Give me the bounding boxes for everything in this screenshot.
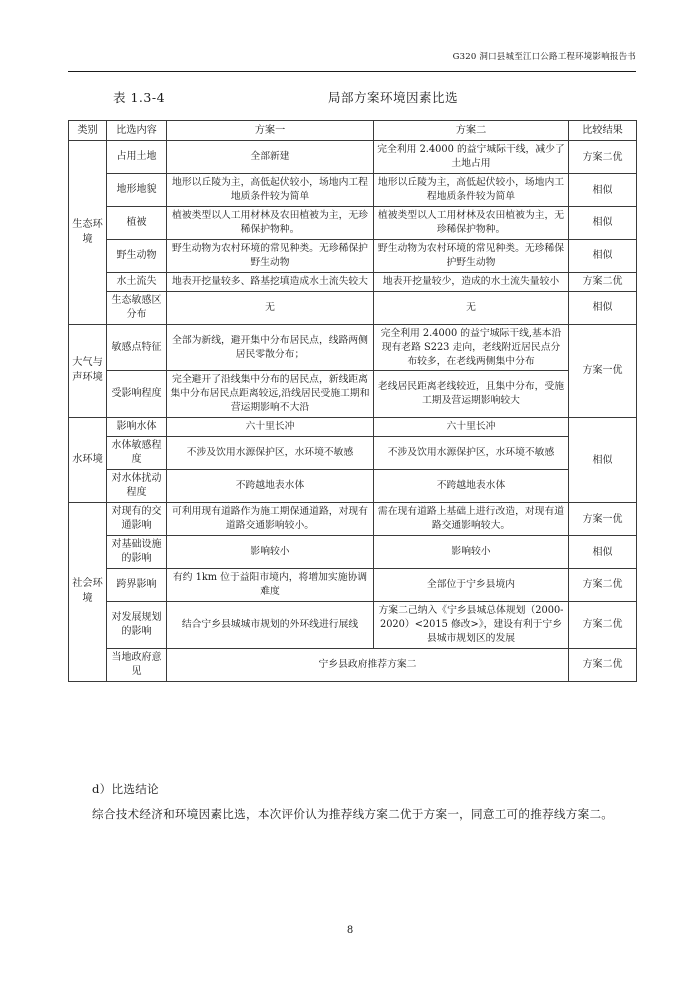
- table-row: [69, 174, 637, 207]
- row-result-cell: 相似: [569, 536, 637, 569]
- row-plan-one-cell: 可利用现有道路作为施工期保通道路，对现有道路交通影响较小。: [167, 503, 374, 536]
- table-row: [69, 141, 637, 174]
- row-category-cell: 大气与声环境: [69, 324, 107, 417]
- conclusion-paragraph: 综合技术经济和环境因素比选，本次评价认为推荐线方案二优于方案一，同意工可的推荐线方案二。: [92, 806, 614, 821]
- table-row: [69, 324, 637, 371]
- row-item-cell: 影响水体: [107, 418, 167, 437]
- row-plan-one-cell: 全部新建: [167, 141, 374, 174]
- row-plan-two-cell: 地形以丘陵为主，高低起伏较小，场地内工程地质条件较为简单: [374, 174, 569, 207]
- row-item-cell: 对发展规划的影响: [107, 601, 167, 648]
- row-item-cell: 对现有的交通影响: [107, 503, 167, 536]
- table-row: [69, 648, 637, 681]
- row-item-cell: 水土流失: [107, 272, 167, 291]
- conclusion-heading: d）比选结论: [92, 782, 159, 796]
- row-plan-two-cell: 不涉及饮用水源保护区，水环境不敏感: [374, 437, 569, 470]
- row-result-cell: 相似: [569, 207, 637, 240]
- table-caption: [68, 88, 636, 108]
- row-plan-one-cell: 不跨越地表水体: [167, 470, 374, 503]
- row-item-cell: 植被: [107, 207, 167, 240]
- row-plan-merged-cell: 宁乡县政府推荐方案二: [167, 648, 569, 681]
- row-plan-two-cell: 影响较小: [374, 536, 569, 569]
- row-item-cell: 跨界影响: [107, 569, 167, 602]
- row-result-cell: 方案二优: [569, 601, 637, 648]
- table-caption-title: 局部方案环境因素比选: [328, 90, 459, 105]
- table-row: [69, 437, 637, 470]
- table-row: [69, 569, 637, 602]
- table-row: [69, 418, 637, 437]
- row-result-cell: 相似: [569, 291, 637, 324]
- table-row: [69, 601, 637, 648]
- page-number: 8: [346, 925, 354, 936]
- row-item-cell: 野生动物: [107, 239, 167, 272]
- column-header-category: 类别: [69, 121, 107, 141]
- table-row: [69, 536, 637, 569]
- row-plan-two-cell: 完全利用 2.4000 的益宁城际干线,基本沿现有老路 S223 走向，老线附近居民点分布较多，在老线两侧集中分布: [374, 324, 569, 371]
- row-plan-two-cell: 老线居民距离老线较近，且集中分布，受施工期及营运期影响较大: [374, 371, 569, 418]
- row-plan-one-cell: 有约 1km 位于益阳市境内，将增加实施协调难度: [167, 569, 374, 602]
- table-header-row: [69, 121, 637, 141]
- row-result-cell: 方案二优: [569, 648, 637, 681]
- comparison-table: [68, 120, 637, 682]
- row-plan-one-cell: 地形以丘陵为主，高低起伏较小，场地内工程地质条件较为简单: [167, 174, 374, 207]
- row-plan-two-cell: 六十里长冲: [374, 418, 569, 437]
- row-item-cell: 当地政府意见: [107, 648, 167, 681]
- column-header-item: 比选内容: [107, 121, 167, 141]
- table-row: [69, 291, 637, 324]
- table-row: [69, 371, 637, 418]
- row-result-cell: 相似: [569, 418, 637, 503]
- row-item-cell: 敏感点特征: [107, 324, 167, 371]
- row-item-cell: 占用土地: [107, 141, 167, 174]
- row-plan-two-cell: 野生动物为农村环境的常见种类。无珍稀保护野生动物: [374, 239, 569, 272]
- table-row: [69, 207, 637, 240]
- row-plan-one-cell: 无: [167, 291, 374, 324]
- row-category-cell: 水环境: [69, 418, 107, 503]
- row-result-cell: 方案二优: [569, 569, 637, 602]
- conclusion-block: [68, 778, 636, 825]
- row-plan-two-cell: 方案二己纳入《宁乡县城总体规划（2000-2020）<2015 修改>》，建设有利于宁乡县城市规划区的发展: [374, 601, 569, 648]
- header-divider-rule: [68, 71, 636, 72]
- row-plan-two-cell: 全部位于宁乡县境内: [374, 569, 569, 602]
- column-header-plan-one: 方案一: [167, 121, 374, 141]
- row-plan-two-cell: 植被类型以人工用材林及农田植被为主，无珍稀保护物种。: [374, 207, 569, 240]
- row-plan-one-cell: 六十里长冲: [167, 418, 374, 437]
- running-header: G320 洞口县城至江口公路工程环境影响报告书: [452, 52, 636, 62]
- row-plan-one-cell: 植被类型以人工用材林及农田植被为主，无珍稀保护物种。: [167, 207, 374, 240]
- table-body: [69, 141, 637, 681]
- row-plan-two-cell: 无: [374, 291, 569, 324]
- row-result-cell: 方案二优: [569, 272, 637, 291]
- row-plan-one-cell: 结合宁乡县城城市规划的外环线进行展线: [167, 601, 374, 648]
- table-row: [69, 239, 637, 272]
- row-category-cell: 生态环境: [69, 141, 107, 324]
- row-plan-one-cell: 完全避开了沿线集中分布的居民点，新线距离集中分布居民点距离较远,沿线居民受施工期和营运期影响不大沿: [167, 371, 374, 418]
- row-item-cell: 地形地貌: [107, 174, 167, 207]
- row-plan-one-cell: 野生动物为农村环境的常见种类。无珍稀保护野生动物: [167, 239, 374, 272]
- row-item-cell: 受影响程度: [107, 371, 167, 418]
- row-result-cell: 方案一优: [569, 324, 637, 417]
- table-caption-number: 表 1.3-4: [113, 90, 166, 105]
- column-header-plan-two: 方案二: [374, 121, 569, 141]
- row-plan-one-cell: 全部为新线，避开集中分布居民点，线路两侧居民零散分布；: [167, 324, 374, 371]
- row-item-cell: 对基础设施的影响: [107, 536, 167, 569]
- row-plan-two-cell: 地表开挖量较少，造成的水土流失量较小: [374, 272, 569, 291]
- table-row: [69, 272, 637, 291]
- row-plan-one-cell: 影响较小: [167, 536, 374, 569]
- row-plan-two-cell: 完全利用 2.4000 的益宁城际干线，减少了土地占用: [374, 141, 569, 174]
- row-plan-one-cell: 地表开挖量较多、路基挖填造成水土流失较大: [167, 272, 374, 291]
- row-plan-one-cell: 不涉及饮用水源保护区，水环境不敏感: [167, 437, 374, 470]
- row-item-cell: 对水体扰动程度: [107, 470, 167, 503]
- row-item-cell: 生态敏感区分布: [107, 291, 167, 324]
- row-plan-two-cell: 不跨越地表水体: [374, 470, 569, 503]
- row-result-cell: 相似: [569, 239, 637, 272]
- row-result-cell: 相似: [569, 174, 637, 207]
- table-row: [69, 503, 637, 536]
- row-item-cell: 水体敏感程度: [107, 437, 167, 470]
- row-result-cell: 方案一优: [569, 503, 637, 536]
- row-result-cell: 方案二优: [569, 141, 637, 174]
- row-category-cell: 社会环境: [69, 503, 107, 682]
- column-header-result: 比较结果: [569, 121, 637, 141]
- row-plan-two-cell: 需在现有道路上基础上进行改造，对现有道路交通影响较大。: [374, 503, 569, 536]
- table-row: [69, 470, 637, 503]
